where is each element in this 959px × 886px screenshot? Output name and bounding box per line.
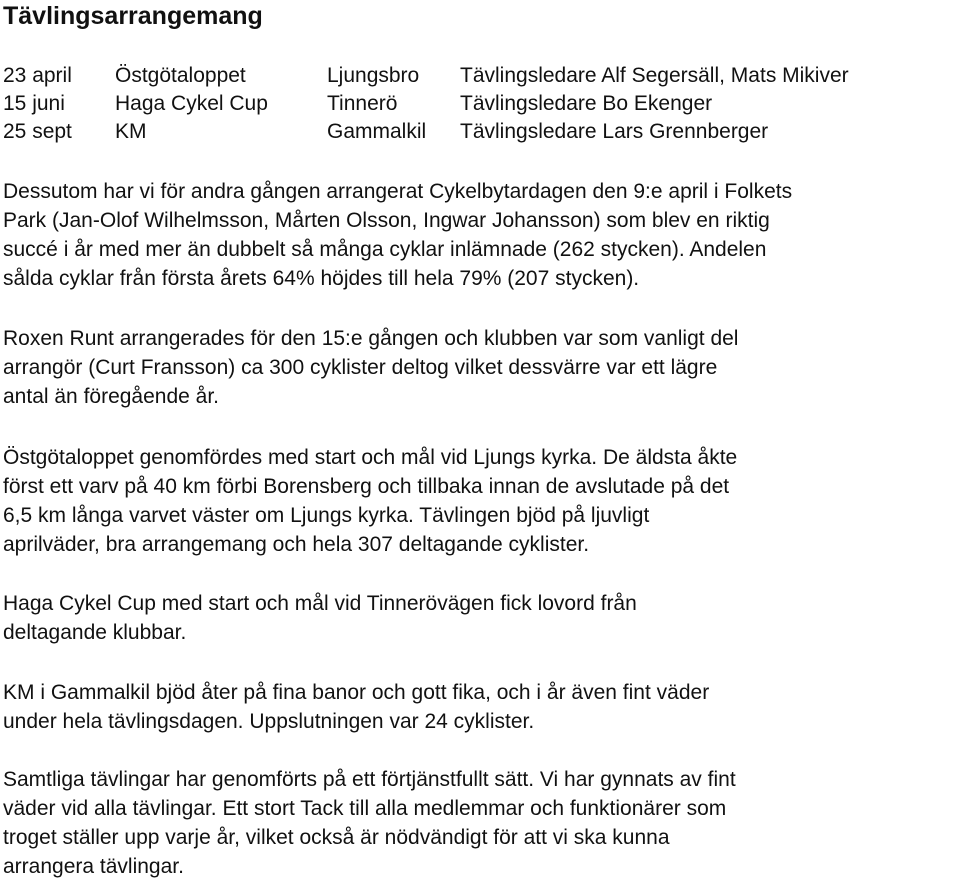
race-place: Tinnerö xyxy=(327,92,398,115)
paragraph-cykelbytardagen: Dessutom har vi för andra gången arrangerat Cykelbytardagen den 9:e april i Folkets Park (Jan-Olof Wilhelmsson, Mårten Olsson, Ingwar Johansson) som blev en riktig succé i år med mer än dubbelt så många cyklar inlämnade (262 stycken). Andelen sålda cyklar från första årets 64% höjdes till hela 79% (207 stycken). xyxy=(3,180,793,290)
race-name: Östgötaloppet xyxy=(115,64,246,87)
paragraph-haga-cykel-cup: Haga Cykel Cup med start och mål vid Tinnerövägen fick lovord från deltagande klubbar. xyxy=(3,592,637,644)
paragraph-km: KM i Gammalkil bjöd åter på fina banor och gott fika, och i år även fint väder under hela tävlingsdagen. Uppslutningen var 24 cyklister. xyxy=(3,681,710,733)
document-title: Tävlingsarrangemang xyxy=(3,2,263,30)
paragraph-ostgotaloppet: Östgötaloppet genomfördes med start och mål vid Ljungs kyrka. De äldsta åkte först ett varv på 40 km förbi Borensberg och tillbaka innan de avslutade på det 6,5 km långa varvet väster om Ljungs kyrka. Tävlingen bjöd på ljuvligt aprilväder, bra arrangemang och hela 307 deltagande cyklister. xyxy=(3,446,738,556)
race-leaders: Tävlingsledare Alf Segersäll, Mats Mikiver xyxy=(460,64,849,87)
race-place: Gammalkil xyxy=(327,120,427,143)
paragraph-summary: Samtliga tävlingar har genomförts på ett förtjänstfullt sätt. Vi har gynnats av fint väder vid alla tävlingar. Ett stort Tack till alla medlemmar och funktionärer som troget ställer upp varje år, vilket också är nödvändigt för att vi ska kunna arrangera tävlingar. xyxy=(3,768,736,878)
race-date: 23 april xyxy=(3,64,72,87)
paragraph-roxen-runt: Roxen Runt arrangerades för den 15:e gången och klubben var som vanligt del arrangör (Curt Fransson) ca 300 cyklister deltog vilket dessvärre var ett lägre antal än föregående år. xyxy=(3,327,739,408)
schedule-row xyxy=(3,90,953,118)
race-leaders: Tävlingsledare Bo Ekenger xyxy=(460,92,713,115)
race-place: Ljungsbro xyxy=(327,64,420,87)
race-schedule xyxy=(3,62,953,146)
race-name: Haga Cykel Cup xyxy=(115,92,268,115)
race-date: 25 sept xyxy=(3,120,72,143)
race-leaders: Tävlingsledare Lars Grennberger xyxy=(460,120,769,143)
race-date: 15 juni xyxy=(3,92,65,115)
schedule-row xyxy=(3,62,953,90)
schedule-row xyxy=(3,118,953,146)
race-name: KM xyxy=(115,120,147,143)
